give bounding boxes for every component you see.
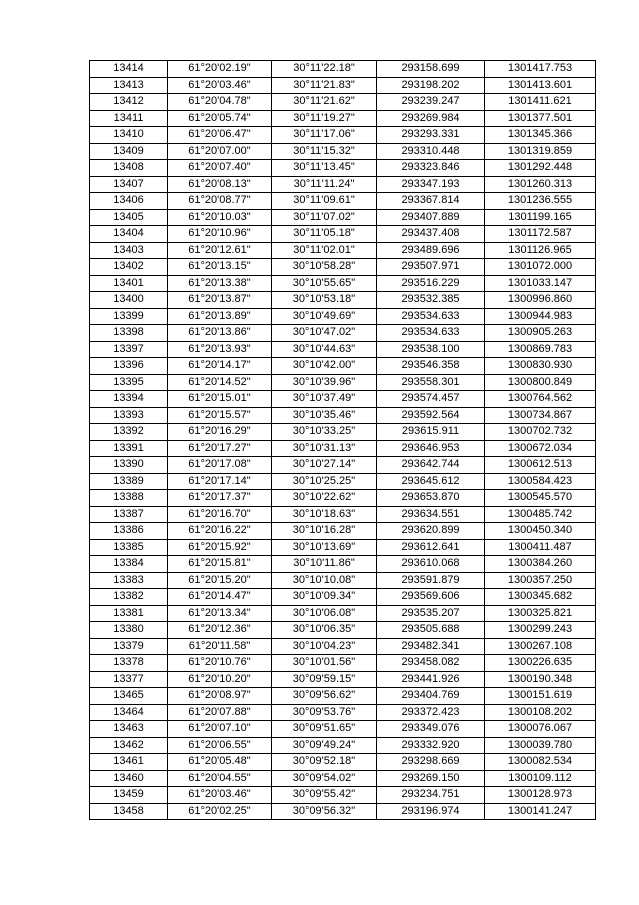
table-row bbox=[90, 143, 596, 160]
y-coordinate-cell: 1300128.973 bbox=[485, 787, 596, 804]
y-coordinate-cell: 1300190.348 bbox=[485, 671, 596, 688]
y-coordinate-cell: 1301345.366 bbox=[485, 127, 596, 144]
longitude-cell: 30°10'47.02" bbox=[272, 325, 377, 342]
latitude-cell: 61°20'04.55" bbox=[168, 770, 272, 787]
x-coordinate-cell: 293653.870 bbox=[377, 490, 485, 507]
table-row bbox=[90, 523, 596, 540]
latitude-cell: 61°20'02.25" bbox=[168, 803, 272, 820]
latitude-cell: 61°20'06.55" bbox=[168, 737, 272, 754]
point-number-cell: 13380 bbox=[90, 622, 168, 639]
table-row bbox=[90, 110, 596, 127]
x-coordinate-cell: 293592.564 bbox=[377, 407, 485, 424]
x-coordinate-cell: 293298.669 bbox=[377, 754, 485, 771]
latitude-cell: 61°20'15.81" bbox=[168, 556, 272, 573]
table-row bbox=[90, 721, 596, 738]
x-coordinate-cell: 293532.385 bbox=[377, 292, 485, 309]
point-number-cell: 13461 bbox=[90, 754, 168, 771]
point-number-cell: 13391 bbox=[90, 440, 168, 457]
x-coordinate-cell: 293347.193 bbox=[377, 176, 485, 193]
latitude-cell: 61°20'08.97" bbox=[168, 688, 272, 705]
point-number-cell: 13381 bbox=[90, 605, 168, 622]
longitude-cell: 30°10'25.25" bbox=[272, 473, 377, 490]
point-number-cell: 13411 bbox=[90, 110, 168, 127]
x-coordinate-cell: 293646.953 bbox=[377, 440, 485, 457]
latitude-cell: 61°20'12.36" bbox=[168, 622, 272, 639]
y-coordinate-cell: 1300944.983 bbox=[485, 308, 596, 325]
table-row bbox=[90, 473, 596, 490]
x-coordinate-cell: 293234.751 bbox=[377, 787, 485, 804]
longitude-cell: 30°10'35.46" bbox=[272, 407, 377, 424]
table-row bbox=[90, 160, 596, 177]
point-number-cell: 13385 bbox=[90, 539, 168, 556]
table-row bbox=[90, 275, 596, 292]
latitude-cell: 61°20'12.61" bbox=[168, 242, 272, 259]
x-coordinate-cell: 293437.408 bbox=[377, 226, 485, 243]
x-coordinate-cell: 293489.696 bbox=[377, 242, 485, 259]
longitude-cell: 30°09'53.76" bbox=[272, 704, 377, 721]
x-coordinate-cell: 293332.920 bbox=[377, 737, 485, 754]
latitude-cell: 61°20'16.70" bbox=[168, 506, 272, 523]
y-coordinate-cell: 1301377.501 bbox=[485, 110, 596, 127]
latitude-cell: 61°20'13.89" bbox=[168, 308, 272, 325]
latitude-cell: 61°20'17.08" bbox=[168, 457, 272, 474]
latitude-cell: 61°20'03.46" bbox=[168, 77, 272, 94]
x-coordinate-cell: 293407.889 bbox=[377, 209, 485, 226]
table-row bbox=[90, 605, 596, 622]
y-coordinate-cell: 1301413.601 bbox=[485, 77, 596, 94]
table-row bbox=[90, 770, 596, 787]
latitude-cell: 61°20'15.20" bbox=[168, 572, 272, 589]
longitude-cell: 30°10'27.14" bbox=[272, 457, 377, 474]
x-coordinate-cell: 293534.633 bbox=[377, 308, 485, 325]
x-coordinate-cell: 293507.971 bbox=[377, 259, 485, 276]
y-coordinate-cell: 1300996.860 bbox=[485, 292, 596, 309]
longitude-cell: 30°11'21.83" bbox=[272, 77, 377, 94]
table-row bbox=[90, 424, 596, 441]
x-coordinate-cell: 293269.150 bbox=[377, 770, 485, 787]
x-coordinate-cell: 293612.641 bbox=[377, 539, 485, 556]
y-coordinate-cell: 1300800.849 bbox=[485, 374, 596, 391]
table-row bbox=[90, 242, 596, 259]
latitude-cell: 61°20'17.37" bbox=[168, 490, 272, 507]
latitude-cell: 61°20'16.29" bbox=[168, 424, 272, 441]
point-number-cell: 13413 bbox=[90, 77, 168, 94]
y-coordinate-cell: 1300830.930 bbox=[485, 358, 596, 375]
point-number-cell: 13386 bbox=[90, 523, 168, 540]
latitude-cell: 61°20'16.22" bbox=[168, 523, 272, 540]
point-number-cell: 13405 bbox=[90, 209, 168, 226]
x-coordinate-cell: 293634.551 bbox=[377, 506, 485, 523]
table-row bbox=[90, 374, 596, 391]
table-row bbox=[90, 292, 596, 309]
longitude-cell: 30°10'33.25" bbox=[272, 424, 377, 441]
table-row bbox=[90, 127, 596, 144]
y-coordinate-cell: 1300411.487 bbox=[485, 539, 596, 556]
point-number-cell: 13407 bbox=[90, 176, 168, 193]
longitude-cell: 30°10'53.18" bbox=[272, 292, 377, 309]
coordinates-table bbox=[89, 60, 596, 820]
y-coordinate-cell: 1301236.555 bbox=[485, 193, 596, 210]
point-number-cell: 13382 bbox=[90, 589, 168, 606]
latitude-cell: 61°20'17.27" bbox=[168, 440, 272, 457]
y-coordinate-cell: 1300082.534 bbox=[485, 754, 596, 771]
point-number-cell: 13463 bbox=[90, 721, 168, 738]
latitude-cell: 61°20'13.86" bbox=[168, 325, 272, 342]
x-coordinate-cell: 293293.331 bbox=[377, 127, 485, 144]
point-number-cell: 13464 bbox=[90, 704, 168, 721]
y-coordinate-cell: 1300076.067 bbox=[485, 721, 596, 738]
longitude-cell: 30°11'05.18" bbox=[272, 226, 377, 243]
x-coordinate-cell: 293482.341 bbox=[377, 638, 485, 655]
point-number-cell: 13402 bbox=[90, 259, 168, 276]
table-row bbox=[90, 457, 596, 474]
point-number-cell: 13410 bbox=[90, 127, 168, 144]
y-coordinate-cell: 1300672.034 bbox=[485, 440, 596, 457]
longitude-cell: 30°10'55.65" bbox=[272, 275, 377, 292]
latitude-cell: 61°20'13.38" bbox=[168, 275, 272, 292]
y-coordinate-cell: 1301199.165 bbox=[485, 209, 596, 226]
latitude-cell: 61°20'13.87" bbox=[168, 292, 272, 309]
point-number-cell: 13400 bbox=[90, 292, 168, 309]
point-number-cell: 13393 bbox=[90, 407, 168, 424]
longitude-cell: 30°10'10.08" bbox=[272, 572, 377, 589]
x-coordinate-cell: 293620.899 bbox=[377, 523, 485, 540]
table-row bbox=[90, 506, 596, 523]
longitude-cell: 30°11'19.27" bbox=[272, 110, 377, 127]
longitude-cell: 30°10'58.28" bbox=[272, 259, 377, 276]
longitude-cell: 30°11'07.02" bbox=[272, 209, 377, 226]
longitude-cell: 30°10'13.69" bbox=[272, 539, 377, 556]
longitude-cell: 30°11'22.18" bbox=[272, 61, 377, 78]
longitude-cell: 30°10'06.08" bbox=[272, 605, 377, 622]
longitude-cell: 30°11'17.06" bbox=[272, 127, 377, 144]
y-coordinate-cell: 1301411.621 bbox=[485, 94, 596, 111]
table-row bbox=[90, 77, 596, 94]
latitude-cell: 61°20'10.03" bbox=[168, 209, 272, 226]
y-coordinate-cell: 1300325.821 bbox=[485, 605, 596, 622]
x-coordinate-cell: 293310.448 bbox=[377, 143, 485, 160]
longitude-cell: 30°10'44.63" bbox=[272, 341, 377, 358]
point-number-cell: 13390 bbox=[90, 457, 168, 474]
point-number-cell: 13458 bbox=[90, 803, 168, 820]
y-coordinate-cell: 1301417.753 bbox=[485, 61, 596, 78]
y-coordinate-cell: 1300584.423 bbox=[485, 473, 596, 490]
longitude-cell: 30°09'49.24" bbox=[272, 737, 377, 754]
point-number-cell: 13389 bbox=[90, 473, 168, 490]
table-row bbox=[90, 391, 596, 408]
y-coordinate-cell: 1301033.147 bbox=[485, 275, 596, 292]
table-row bbox=[90, 589, 596, 606]
latitude-cell: 61°20'08.13" bbox=[168, 176, 272, 193]
table-row bbox=[90, 803, 596, 820]
coordinates-table-body bbox=[90, 61, 596, 820]
point-number-cell: 13399 bbox=[90, 308, 168, 325]
table-row bbox=[90, 737, 596, 754]
point-number-cell: 13460 bbox=[90, 770, 168, 787]
x-coordinate-cell: 293538.100 bbox=[377, 341, 485, 358]
x-coordinate-cell: 293642.744 bbox=[377, 457, 485, 474]
point-number-cell: 13387 bbox=[90, 506, 168, 523]
point-number-cell: 13396 bbox=[90, 358, 168, 375]
latitude-cell: 61°20'07.88" bbox=[168, 704, 272, 721]
y-coordinate-cell: 1300357.250 bbox=[485, 572, 596, 589]
x-coordinate-cell: 293269.984 bbox=[377, 110, 485, 127]
table-row bbox=[90, 572, 596, 589]
latitude-cell: 61°20'03.46" bbox=[168, 787, 272, 804]
longitude-cell: 30°10'42.00" bbox=[272, 358, 377, 375]
x-coordinate-cell: 293367.814 bbox=[377, 193, 485, 210]
latitude-cell: 61°20'07.10" bbox=[168, 721, 272, 738]
table-row bbox=[90, 655, 596, 672]
x-coordinate-cell: 293610.068 bbox=[377, 556, 485, 573]
table-row bbox=[90, 704, 596, 721]
point-number-cell: 13408 bbox=[90, 160, 168, 177]
longitude-cell: 30°09'51.65" bbox=[272, 721, 377, 738]
table-row bbox=[90, 308, 596, 325]
x-coordinate-cell: 293404.769 bbox=[377, 688, 485, 705]
latitude-cell: 61°20'13.93" bbox=[168, 341, 272, 358]
latitude-cell: 61°20'15.92" bbox=[168, 539, 272, 556]
y-coordinate-cell: 1300299.243 bbox=[485, 622, 596, 639]
point-number-cell: 13398 bbox=[90, 325, 168, 342]
y-coordinate-cell: 1300764.562 bbox=[485, 391, 596, 408]
longitude-cell: 30°10'09.34" bbox=[272, 589, 377, 606]
y-coordinate-cell: 1300151.619 bbox=[485, 688, 596, 705]
latitude-cell: 61°20'05.74" bbox=[168, 110, 272, 127]
y-coordinate-cell: 1301172.587 bbox=[485, 226, 596, 243]
table-row bbox=[90, 787, 596, 804]
y-coordinate-cell: 1300734.867 bbox=[485, 407, 596, 424]
table-row bbox=[90, 94, 596, 111]
y-coordinate-cell: 1301319.859 bbox=[485, 143, 596, 160]
longitude-cell: 30°10'31.13" bbox=[272, 440, 377, 457]
latitude-cell: 61°20'11.58" bbox=[168, 638, 272, 655]
table-row bbox=[90, 176, 596, 193]
point-number-cell: 13462 bbox=[90, 737, 168, 754]
point-number-cell: 13378 bbox=[90, 655, 168, 672]
point-number-cell: 13403 bbox=[90, 242, 168, 259]
longitude-cell: 30°10'37.49" bbox=[272, 391, 377, 408]
y-coordinate-cell: 1300345.682 bbox=[485, 589, 596, 606]
latitude-cell: 61°20'10.76" bbox=[168, 655, 272, 672]
x-coordinate-cell: 293458.082 bbox=[377, 655, 485, 672]
y-coordinate-cell: 1300612.513 bbox=[485, 457, 596, 474]
latitude-cell: 61°20'15.01" bbox=[168, 391, 272, 408]
latitude-cell: 61°20'10.20" bbox=[168, 671, 272, 688]
longitude-cell: 30°09'54.02" bbox=[272, 770, 377, 787]
point-number-cell: 13384 bbox=[90, 556, 168, 573]
y-coordinate-cell: 1300267.108 bbox=[485, 638, 596, 655]
longitude-cell: 30°10'18.63" bbox=[272, 506, 377, 523]
point-number-cell: 13465 bbox=[90, 688, 168, 705]
point-number-cell: 13394 bbox=[90, 391, 168, 408]
y-coordinate-cell: 1300905.263 bbox=[485, 325, 596, 342]
point-number-cell: 13409 bbox=[90, 143, 168, 160]
table-row bbox=[90, 754, 596, 771]
table-row bbox=[90, 638, 596, 655]
table-row bbox=[90, 440, 596, 457]
table-row bbox=[90, 671, 596, 688]
x-coordinate-cell: 293516.229 bbox=[377, 275, 485, 292]
latitude-cell: 61°20'07.00" bbox=[168, 143, 272, 160]
y-coordinate-cell: 1300108.202 bbox=[485, 704, 596, 721]
y-coordinate-cell: 1300702.732 bbox=[485, 424, 596, 441]
point-number-cell: 13406 bbox=[90, 193, 168, 210]
table-row bbox=[90, 259, 596, 276]
longitude-cell: 30°10'01.56" bbox=[272, 655, 377, 672]
x-coordinate-cell: 293534.633 bbox=[377, 325, 485, 342]
y-coordinate-cell: 1300545.570 bbox=[485, 490, 596, 507]
longitude-cell: 30°10'06.35" bbox=[272, 622, 377, 639]
y-coordinate-cell: 1300226.635 bbox=[485, 655, 596, 672]
longitude-cell: 30°11'02.01" bbox=[272, 242, 377, 259]
point-number-cell: 13404 bbox=[90, 226, 168, 243]
table-row bbox=[90, 61, 596, 78]
latitude-cell: 61°20'14.17" bbox=[168, 358, 272, 375]
point-number-cell: 13392 bbox=[90, 424, 168, 441]
longitude-cell: 30°10'11.86" bbox=[272, 556, 377, 573]
latitude-cell: 61°20'04.78" bbox=[168, 94, 272, 111]
latitude-cell: 61°20'14.47" bbox=[168, 589, 272, 606]
y-coordinate-cell: 1301126.965 bbox=[485, 242, 596, 259]
longitude-cell: 30°10'49.69" bbox=[272, 308, 377, 325]
y-coordinate-cell: 1301072.000 bbox=[485, 259, 596, 276]
x-coordinate-cell: 293505.688 bbox=[377, 622, 485, 639]
longitude-cell: 30°10'22.62" bbox=[272, 490, 377, 507]
longitude-cell: 30°11'21.62" bbox=[272, 94, 377, 111]
y-coordinate-cell: 1300109.112 bbox=[485, 770, 596, 787]
latitude-cell: 61°20'13.34" bbox=[168, 605, 272, 622]
x-coordinate-cell: 293558.301 bbox=[377, 374, 485, 391]
y-coordinate-cell: 1300384.260 bbox=[485, 556, 596, 573]
x-coordinate-cell: 293158.699 bbox=[377, 61, 485, 78]
point-number-cell: 13377 bbox=[90, 671, 168, 688]
x-coordinate-cell: 293349.076 bbox=[377, 721, 485, 738]
latitude-cell: 61°20'15.57" bbox=[168, 407, 272, 424]
table-row bbox=[90, 490, 596, 507]
x-coordinate-cell: 293323.846 bbox=[377, 160, 485, 177]
table-row bbox=[90, 622, 596, 639]
point-number-cell: 13401 bbox=[90, 275, 168, 292]
longitude-cell: 30°10'04.23" bbox=[272, 638, 377, 655]
table-row bbox=[90, 325, 596, 342]
y-coordinate-cell: 1300450.340 bbox=[485, 523, 596, 540]
table-row bbox=[90, 539, 596, 556]
latitude-cell: 61°20'10.96" bbox=[168, 226, 272, 243]
y-coordinate-cell: 1300485.742 bbox=[485, 506, 596, 523]
latitude-cell: 61°20'14.52" bbox=[168, 374, 272, 391]
longitude-cell: 30°11'15.32" bbox=[272, 143, 377, 160]
longitude-cell: 30°09'52.18" bbox=[272, 754, 377, 771]
longitude-cell: 30°09'56.32" bbox=[272, 803, 377, 820]
point-number-cell: 13388 bbox=[90, 490, 168, 507]
longitude-cell: 30°10'39.96" bbox=[272, 374, 377, 391]
longitude-cell: 30°11'11.24" bbox=[272, 176, 377, 193]
x-coordinate-cell: 293196.974 bbox=[377, 803, 485, 820]
x-coordinate-cell: 293441.926 bbox=[377, 671, 485, 688]
y-coordinate-cell: 1300869.783 bbox=[485, 341, 596, 358]
x-coordinate-cell: 293198.202 bbox=[377, 77, 485, 94]
table-row bbox=[90, 226, 596, 243]
point-number-cell: 13395 bbox=[90, 374, 168, 391]
x-coordinate-cell: 293615.911 bbox=[377, 424, 485, 441]
longitude-cell: 30°09'56.62" bbox=[272, 688, 377, 705]
y-coordinate-cell: 1301292.448 bbox=[485, 160, 596, 177]
table-row bbox=[90, 358, 596, 375]
longitude-cell: 30°11'13.45" bbox=[272, 160, 377, 177]
y-coordinate-cell: 1300141.247 bbox=[485, 803, 596, 820]
y-coordinate-cell: 1301260.313 bbox=[485, 176, 596, 193]
x-coordinate-cell: 293569.606 bbox=[377, 589, 485, 606]
latitude-cell: 61°20'07.40" bbox=[168, 160, 272, 177]
x-coordinate-cell: 293574.457 bbox=[377, 391, 485, 408]
longitude-cell: 30°11'09.61" bbox=[272, 193, 377, 210]
table-row bbox=[90, 407, 596, 424]
point-number-cell: 13412 bbox=[90, 94, 168, 111]
point-number-cell: 13383 bbox=[90, 572, 168, 589]
latitude-cell: 61°20'02.19" bbox=[168, 61, 272, 78]
x-coordinate-cell: 293535.207 bbox=[377, 605, 485, 622]
point-number-cell: 13459 bbox=[90, 787, 168, 804]
table-row bbox=[90, 688, 596, 705]
latitude-cell: 61°20'17.14" bbox=[168, 473, 272, 490]
x-coordinate-cell: 293591.879 bbox=[377, 572, 485, 589]
table-row bbox=[90, 341, 596, 358]
longitude-cell: 30°10'16.28" bbox=[272, 523, 377, 540]
table-row bbox=[90, 556, 596, 573]
latitude-cell: 61°20'05.48" bbox=[168, 754, 272, 771]
x-coordinate-cell: 293239.247 bbox=[377, 94, 485, 111]
x-coordinate-cell: 293645.612 bbox=[377, 473, 485, 490]
y-coordinate-cell: 1300039.780 bbox=[485, 737, 596, 754]
point-number-cell: 13397 bbox=[90, 341, 168, 358]
x-coordinate-cell: 293546.358 bbox=[377, 358, 485, 375]
longitude-cell: 30°09'55.42" bbox=[272, 787, 377, 804]
latitude-cell: 61°20'08.77" bbox=[168, 193, 272, 210]
latitude-cell: 61°20'13.15" bbox=[168, 259, 272, 276]
point-number-cell: 13379 bbox=[90, 638, 168, 655]
table-row bbox=[90, 193, 596, 210]
point-number-cell: 13414 bbox=[90, 61, 168, 78]
table-row bbox=[90, 209, 596, 226]
longitude-cell: 30°09'59.15" bbox=[272, 671, 377, 688]
latitude-cell: 61°20'06.47" bbox=[168, 127, 272, 144]
x-coordinate-cell: 293372.423 bbox=[377, 704, 485, 721]
